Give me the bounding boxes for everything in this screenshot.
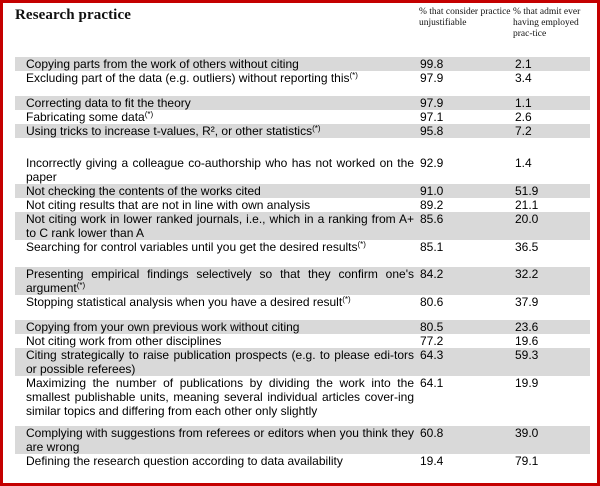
practice-text: Copying from your own previous work without citing (26, 320, 300, 334)
table-row (15, 124, 590, 138)
value-unjustifiable: 80.5 (420, 320, 444, 334)
practice-label (26, 320, 414, 334)
value-unjustifiable: 64.1 (420, 376, 444, 390)
value-employed: 51.9 (515, 184, 539, 198)
value-unjustifiable: 89.2 (420, 198, 444, 212)
table-row (15, 454, 590, 468)
practice-text: Presenting empirical findings selectively so that they confirm one's argument (26, 267, 414, 295)
table-row (15, 198, 590, 212)
table-row (15, 57, 590, 71)
value-employed: 19.6 (515, 334, 539, 348)
table-row (15, 156, 590, 184)
value-employed: 2.1 (515, 57, 532, 71)
value-unjustifiable: 91.0 (420, 184, 444, 198)
footnote-marker: (*) (312, 124, 321, 133)
value-employed: 3.4 (515, 71, 532, 85)
table-row (15, 376, 590, 418)
practice-text: Copying parts from the work of others without citing (26, 57, 299, 71)
value-employed: 1.1 (515, 96, 532, 110)
footnote-marker: (*) (76, 281, 86, 290)
practice-text: Correcting data to fit the theory (26, 96, 191, 110)
table-row (15, 426, 590, 454)
practice-text: Not citing work in lower ranked journals, i.e., which in a ranking from A+ to C rank lower than A (26, 212, 414, 240)
practice-label (26, 267, 414, 295)
value-unjustifiable: 92.9 (420, 156, 444, 170)
practice-text: Not citing work from other disciplines (26, 334, 222, 348)
practice-label (26, 426, 414, 454)
practice-label (26, 198, 414, 212)
value-unjustifiable: 97.9 (420, 71, 444, 85)
practice-label (26, 110, 414, 124)
practice-label (26, 348, 414, 376)
practice-text: Not citing results that are not in line with own analysis (26, 198, 311, 212)
footnote-marker: (*) (357, 240, 366, 249)
value-employed: 59.3 (515, 348, 539, 362)
value-unjustifiable: 85.1 (420, 240, 444, 254)
practice-label (26, 156, 414, 184)
value-unjustifiable: 97.9 (420, 96, 444, 110)
value-employed: 1.4 (515, 156, 532, 170)
table-title: Research practice (15, 7, 131, 23)
practice-text: Complying with suggestions from referees or editors when you think they are wrong (26, 426, 414, 454)
value-employed: 23.6 (515, 320, 539, 334)
practice-text: Maximizing the number of publications by dividing the work into the smallest publishable units, meaning several individual articles cover-ing similar topics and differing from each other only slightly (26, 376, 414, 418)
practice-text: Stopping statistical analysis when you have a desired result (26, 295, 343, 309)
practice-text: Searching for control variables until you get the desired results (26, 240, 358, 254)
table-row (15, 320, 590, 334)
value-employed: 7.2 (515, 124, 532, 138)
practice-text: Citing strategically to raise publication prospects (e.g. to please edi-tors or possible referees) (26, 348, 414, 376)
practice-label (26, 71, 414, 85)
practice-label (26, 454, 414, 468)
value-unjustifiable: 85.6 (420, 212, 444, 226)
footnote-marker: (*) (342, 295, 351, 304)
practice-text: Fabricating some data (26, 110, 145, 124)
value-employed: 20.0 (515, 212, 539, 226)
value-employed: 79.1 (515, 454, 539, 468)
practice-label (26, 184, 414, 198)
value-employed: 19.9 (515, 376, 539, 390)
value-employed: 37.9 (515, 295, 539, 309)
table-row (15, 212, 590, 240)
practice-text: Defining the research question according to data availability (26, 454, 343, 468)
table-row (15, 71, 590, 85)
footnote-marker: (*) (144, 110, 154, 119)
table-row (15, 110, 590, 124)
table-row (15, 96, 590, 110)
column-header-employed: % that admit ever having employed prac-tice (513, 7, 581, 39)
table-row (15, 334, 590, 348)
value-unjustifiable: 60.8 (420, 426, 444, 440)
value-unjustifiable: 77.2 (420, 334, 444, 348)
value-employed: 39.0 (515, 426, 539, 440)
value-unjustifiable: 64.3 (420, 348, 444, 362)
practice-label (26, 376, 414, 418)
practice-label (26, 57, 414, 71)
value-unjustifiable: 84.2 (420, 267, 444, 281)
practice-label (26, 240, 414, 254)
value-unjustifiable: 97.1 (420, 110, 444, 124)
value-employed: 36.5 (515, 240, 539, 254)
practice-text: Incorrectly giving a colleague co-authorship who has not worked on the paper (26, 156, 414, 184)
table-row (15, 184, 590, 198)
practice-text: Excluding part of the data (e.g. outliers) without reporting this (26, 71, 350, 85)
table-row (15, 295, 590, 309)
value-unjustifiable: 95.8 (420, 124, 444, 138)
value-employed: 2.6 (515, 110, 532, 124)
value-employed: 32.2 (515, 267, 539, 281)
footnote-marker: (*) (349, 71, 358, 80)
value-employed: 21.1 (515, 198, 539, 212)
practice-label (26, 124, 414, 138)
value-unjustifiable: 19.4 (420, 454, 444, 468)
practice-text: Not checking the contents of the works cited (26, 184, 261, 198)
table-row (15, 348, 590, 376)
practice-label (26, 295, 414, 309)
practice-label (26, 334, 414, 348)
column-header-unjustifiable: % that consider practice unjustifiable (419, 7, 511, 28)
practice-label (26, 96, 414, 110)
table-row (15, 240, 590, 254)
practice-label (26, 212, 414, 240)
value-unjustifiable: 99.8 (420, 57, 444, 71)
value-unjustifiable: 80.6 (420, 295, 444, 309)
practice-text: Using tricks to increase t-values, R², or other statistics (26, 124, 313, 138)
table-row (15, 267, 590, 295)
